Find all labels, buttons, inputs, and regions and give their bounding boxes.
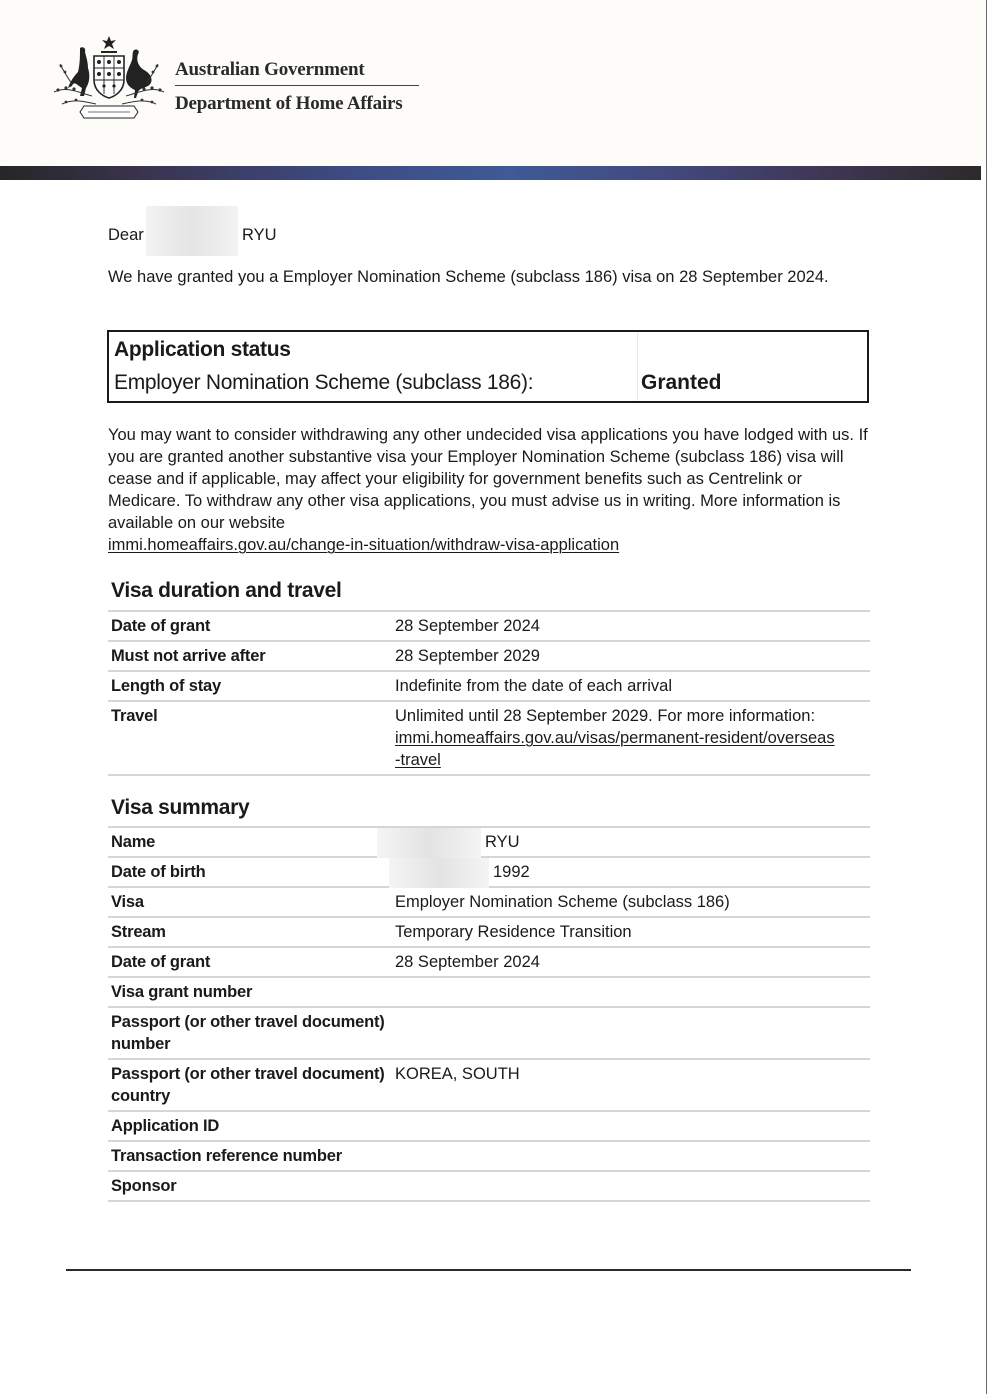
- table-row: [108, 827, 870, 857]
- table-row: [108, 1171, 870, 1201]
- row-value-redacted: [392, 977, 870, 1007]
- table-row: [108, 611, 870, 641]
- withdraw-notice: [108, 424, 870, 556]
- row-label: Application ID: [108, 1111, 392, 1141]
- row-label: Name: [108, 827, 392, 857]
- table-row: [108, 1007, 870, 1059]
- table-row: [108, 947, 870, 977]
- government-name: Australian Government: [175, 59, 365, 80]
- table-row: [108, 671, 870, 701]
- status-column-divider: [637, 332, 638, 401]
- visa-summary-title: Visa summary: [111, 796, 250, 819]
- row-label: Length of stay: [108, 671, 392, 701]
- redacted-given-name: [377, 828, 481, 858]
- coat-of-arms-icon: [50, 34, 168, 124]
- withdraw-notice-text: You may want to consider withdrawing any other undecided visa applications you have lodged with us. If you are granted another substantive visa your Employer Nomination Scheme (subclass 186) visa will cease and if applicable, may affect your eligibility for government benefits such as Centrelink or Medicare. To withdraw any other visa applications, you must advise us in writing. More information is available on our website: [108, 426, 868, 532]
- redacted-birth-day-month: [389, 858, 489, 888]
- visa-duration-table: [108, 610, 870, 776]
- table-row: [108, 1111, 870, 1141]
- application-status-box: [107, 330, 869, 403]
- table-row: [108, 641, 870, 671]
- row-value-redacted: [392, 1007, 870, 1059]
- row-label: Sponsor: [108, 1171, 392, 1201]
- row-label: Travel: [108, 701, 392, 775]
- table-row: [108, 977, 870, 1007]
- overseas-travel-link[interactable]: immi.homeaffairs.gov.au/visas/permanent-resident/overseas-travel: [395, 729, 835, 769]
- table-row: [108, 701, 870, 775]
- department-name: Department of Home Affairs: [175, 93, 403, 114]
- row-label: Visa: [108, 887, 392, 917]
- footer-divider: [66, 1269, 911, 1271]
- salutation: [108, 222, 870, 248]
- salutation-surname: RYU: [242, 226, 277, 244]
- row-value-redacted: [392, 1111, 870, 1141]
- table-row: [108, 1059, 870, 1111]
- page-edge: [986, 0, 987, 1394]
- row-value: [392, 827, 870, 857]
- application-status-visa: Employer Nomination Scheme (subclass 186):: [114, 371, 534, 394]
- grant-intro: We have granted you a Employer Nomination Scheme (subclass 186) visa on 28 September 2024.: [108, 268, 829, 286]
- letter-body: [108, 222, 870, 1195]
- row-label: Transaction reference number: [108, 1141, 392, 1171]
- row-label: Must not arrive after: [108, 641, 392, 671]
- row-value: [392, 857, 870, 887]
- birth-year: 1992: [493, 863, 530, 881]
- row-label: Passport (or other travel document) number: [108, 1007, 392, 1059]
- row-value-redacted: [392, 1141, 870, 1171]
- row-label: Stream: [108, 917, 392, 947]
- row-value: KOREA, SOUTH: [392, 1059, 870, 1111]
- header-banner-bar: [0, 166, 981, 180]
- application-status-title: Application status: [114, 338, 291, 361]
- withdraw-visa-link[interactable]: immi.homeaffairs.gov.au/change-in-situation/withdraw-visa-application: [108, 536, 620, 554]
- application-status-value: Granted: [641, 371, 722, 394]
- agency-divider: [175, 85, 419, 86]
- row-value: [392, 701, 870, 775]
- row-label: Visa grant number: [108, 977, 392, 1007]
- visa-summary-table: [108, 826, 870, 1202]
- row-value: Temporary Residence Transition: [392, 917, 870, 947]
- table-row: [108, 1141, 870, 1171]
- row-value-redacted: [392, 1171, 870, 1201]
- letterhead: [0, 0, 986, 166]
- row-value: 28 September 2024: [392, 947, 870, 977]
- row-value: 28 September 2029: [392, 641, 870, 671]
- row-label: Date of birth: [108, 857, 392, 887]
- table-row: [108, 887, 870, 917]
- row-value: 28 September 2024: [392, 611, 870, 641]
- row-label: Date of grant: [108, 947, 392, 977]
- visa-duration-title: Visa duration and travel: [111, 579, 342, 602]
- row-label: Passport (or other travel document) country: [108, 1059, 392, 1111]
- row-label: Date of grant: [108, 611, 392, 641]
- table-row: [108, 917, 870, 947]
- name-surname: RYU: [485, 833, 520, 851]
- row-value: Employer Nomination Scheme (subclass 186): [392, 887, 870, 917]
- row-value: Indefinite from the date of each arrival: [392, 671, 870, 701]
- travel-text: Unlimited until 28 September 2029. For more information:: [395, 707, 816, 725]
- agency-block: [175, 58, 419, 116]
- table-row: [108, 857, 870, 887]
- redacted-given-name: [146, 206, 238, 256]
- salutation-greeting: Dear: [108, 226, 144, 244]
